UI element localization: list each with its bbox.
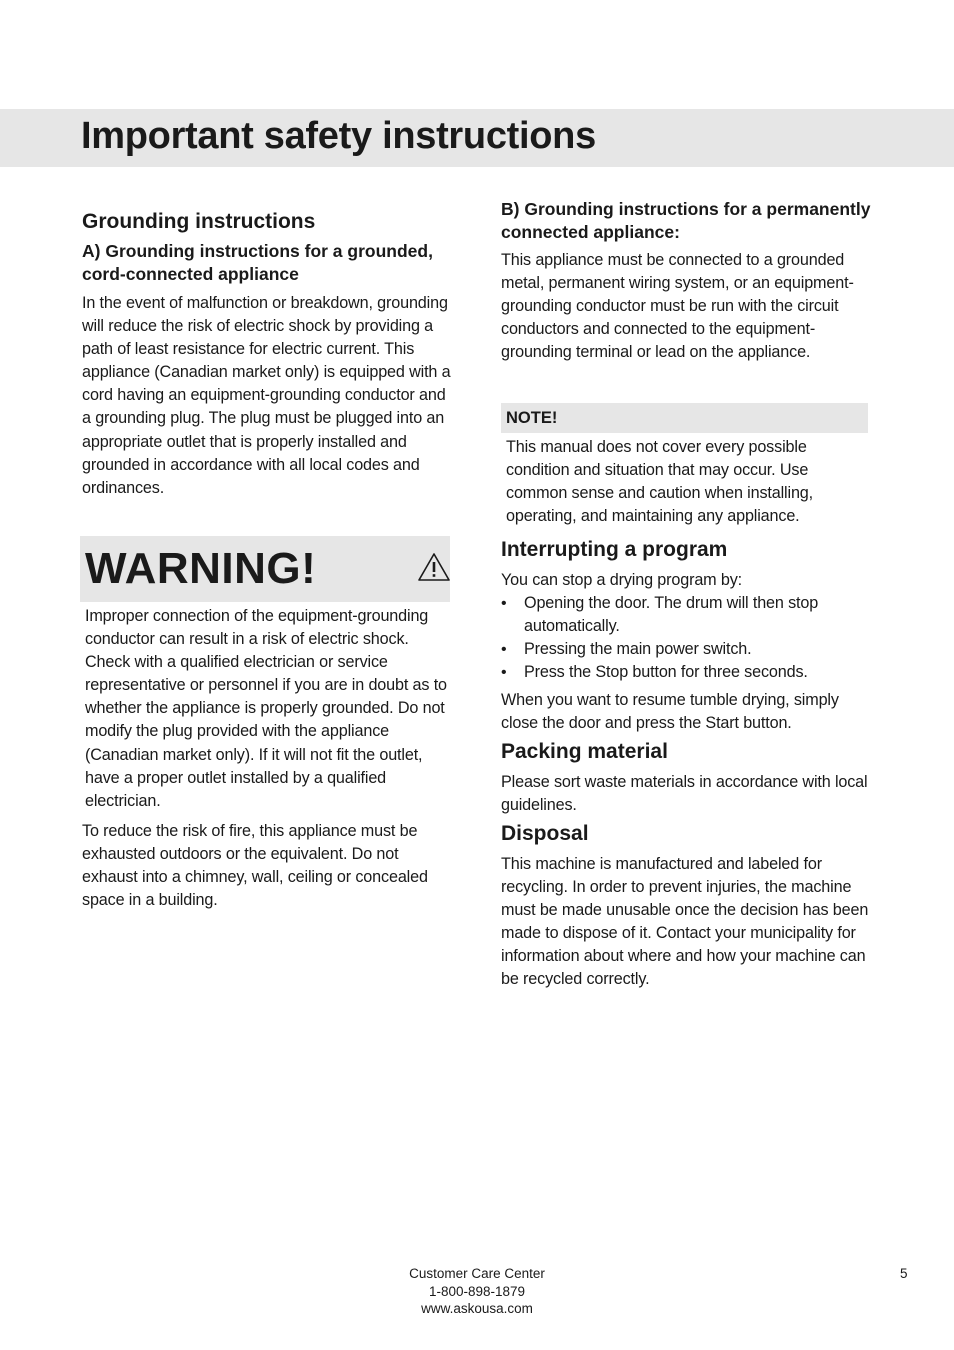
page-number: 5 [900, 1266, 908, 1281]
list-item: • Pressing the main power switch. [501, 640, 752, 659]
packing-text: Please sort waste materials in accordance with local guidelines. [501, 773, 868, 815]
interrupting-intro: You can stop a drying program by: [501, 571, 743, 589]
interrupting-heading: Interrupting a program [501, 538, 728, 561]
permanent-grounding-text: This appliance must be connected to a grounded metal, permanent wiring system, or an equipment-grounding conductor must be run with the circuit conductors and connected to the equipment-grounding terminal or lead on the appliance. [501, 251, 854, 362]
page-title: Important safety instructions [81, 115, 596, 157]
permanent-grounding-heading: B) Grounding instructions for a permanently connected appliance: [501, 199, 871, 242]
fire-risk-text: To reduce the risk of fire, this appliance must be exhausted outdoors or the equivalent. Do not exhaust into a chimney, wall, ceiling or concealed space in a building. [82, 822, 428, 910]
footer-line: Customer Care Center [409, 1266, 545, 1281]
interrupting-list [501, 592, 876, 684]
list-item: • Press the Stop button for three seconds. [501, 663, 808, 682]
footer-contact [0, 1265, 954, 1318]
note-text: This manual does not cover every possible condition and situation that may occur. Use common sense and caution when installing, operating, and maintaining any appliance. [506, 438, 813, 526]
disposal-heading: Disposal [501, 822, 589, 845]
disposal-text: This machine is manufactured and labeled for recycling. In order to prevent injuries, the machine must be made unusable once the decision has been made to dispose of it. Contact your municipality for information about where and how your machine can be recycled correctly. [501, 855, 869, 989]
note-label: NOTE! [506, 409, 558, 427]
grounding-heading: Grounding instructions [82, 210, 316, 233]
note-banner [501, 403, 868, 433]
packing-heading: Packing material [501, 740, 668, 763]
grounded-cord-text: In the event of malfunction or breakdown, grounding will reduce the risk of electric shock by providing a path of least resistance for electric current. This appliance (Canadian market only) is equipped with a cord having an equipment-grounding conductor and a grounding plug. The plug must be plugged into an appropriate outlet that is properly installed and grounded in accordance with all local codes and ordinances. [82, 294, 451, 497]
footer-phone: 1-800-898-1879 [428, 1283, 526, 1299]
footer-website: www.askousa.com [421, 1301, 533, 1316]
grounded-cord-heading: A) Grounding instructions for a grounded, cord-connected appliance [82, 241, 433, 284]
list-item: • Opening the door. The drum will then stop automatically. [501, 594, 819, 636]
warning-title: WARNING! [85, 544, 317, 593]
warning-text: Improper connection of the equipment-grounding conductor can result in a risk of electric shock. Check with a qualified electrician or service representative or personnel if you are in doubt as to whether the appliance is properly grounded. Do not modify the plug provided with the appliance (Canadian market only). If it will not fit the outlet, have a proper outlet installed by a qualified electrician. [85, 607, 447, 810]
warning-triangle-icon [417, 552, 451, 582]
warning-banner [80, 536, 450, 602]
resume-text: When you want to resume tumble drying, simply close the door and press the Start button. [501, 691, 839, 733]
